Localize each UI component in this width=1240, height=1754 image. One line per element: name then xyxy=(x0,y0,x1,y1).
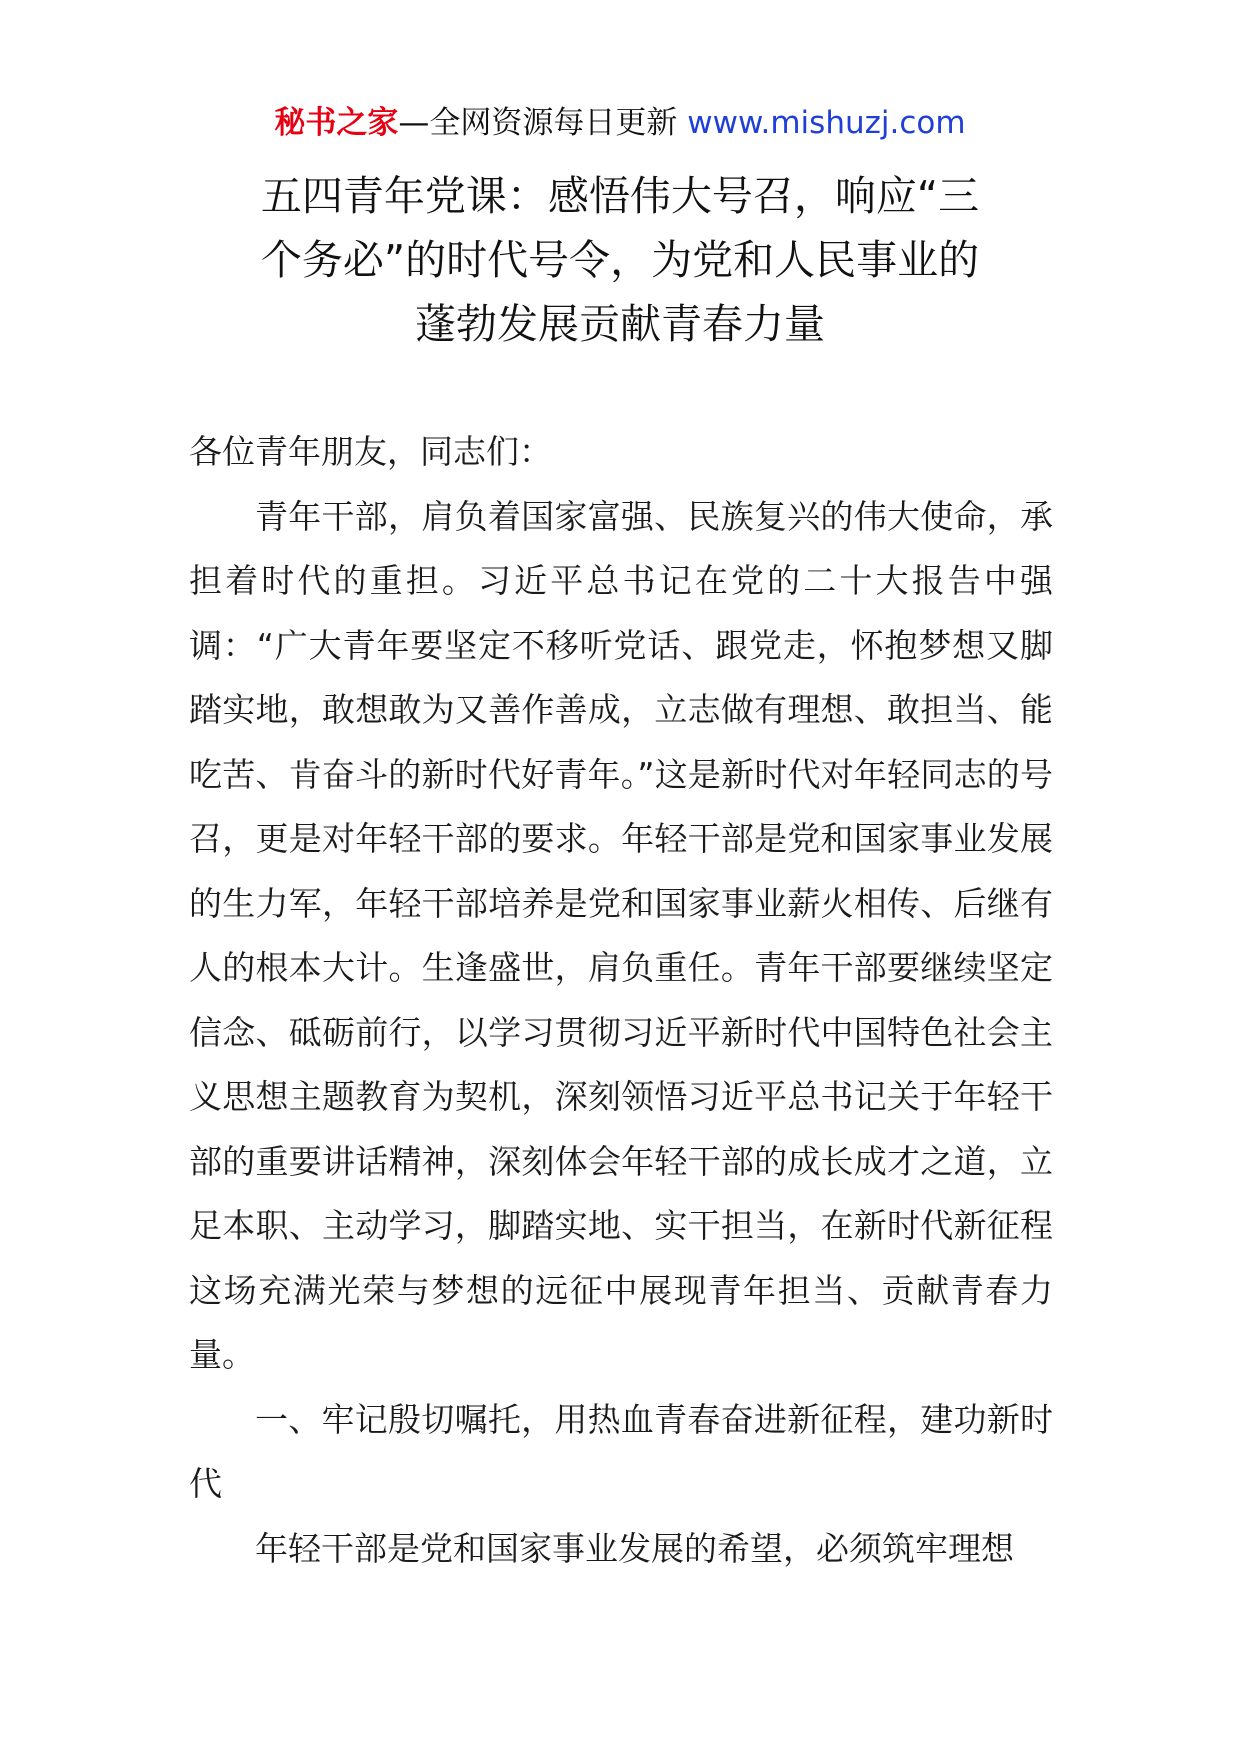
salutation: 各位青年朋友，同志们： xyxy=(189,432,552,471)
paragraph-intro: 青年干部，肩负着国家富强、民族复兴的伟大使命，承担着时代的重担。习近平总书记在党的二十大报告中强调：“广大青年要坚定不移听党话、跟党走，怀抱梦想又脚踏实地，敢想敢为又善作善成，立志做有理想、敢担当、能吃苦、肯奋斗的新时代好青年。”这是新时代对年轻同志的号召，更是对年轻干部的要求。年轻干部是党和国家事业发展的生力军，年轻干部培养是党和国家事业薪火相传、后继有人的根本大计。生逢盛世，肩负重任。青年干部要继续坚定信念、砥砺前行，以学习贯彻习近平新时代中国特色社会主义思想主题教育为契机，深刻领悟习近平总书记关于年轻干部的重要讲话精神，深刻体会年轻干部的成长成才之道，立足本职、主动学习，脚踏实地、实干担当，在新时代新征程这场充满光荣与梦想的远征中展现青年担当、贡献青春力量。 xyxy=(189,496,1053,1374)
title-line: 蓬勃发展贡献青春力量 xyxy=(415,300,825,348)
paragraph-section-1: 年轻干部是党和国家事业发展的希望，必须筑牢理想 xyxy=(255,1528,1014,1568)
header-slogan: —全网资源每日更新 xyxy=(398,105,688,141)
brand-name: 秘书之家 xyxy=(274,105,399,141)
document-body xyxy=(189,420,1053,1581)
title-line: 个务必”的时代号令，为党和人民事业的 xyxy=(260,236,980,284)
document-title xyxy=(170,164,1070,356)
section-heading-1: 一、牢记殷切嘱托，用热血青春奋进新征程，建功新时代 xyxy=(189,1399,1053,1503)
site-url-link[interactable]: www.mishuzj.com xyxy=(687,105,966,141)
site-header xyxy=(0,100,1240,146)
title-line: 五四青年党课：感悟伟大号召，响应“三 xyxy=(260,172,980,220)
